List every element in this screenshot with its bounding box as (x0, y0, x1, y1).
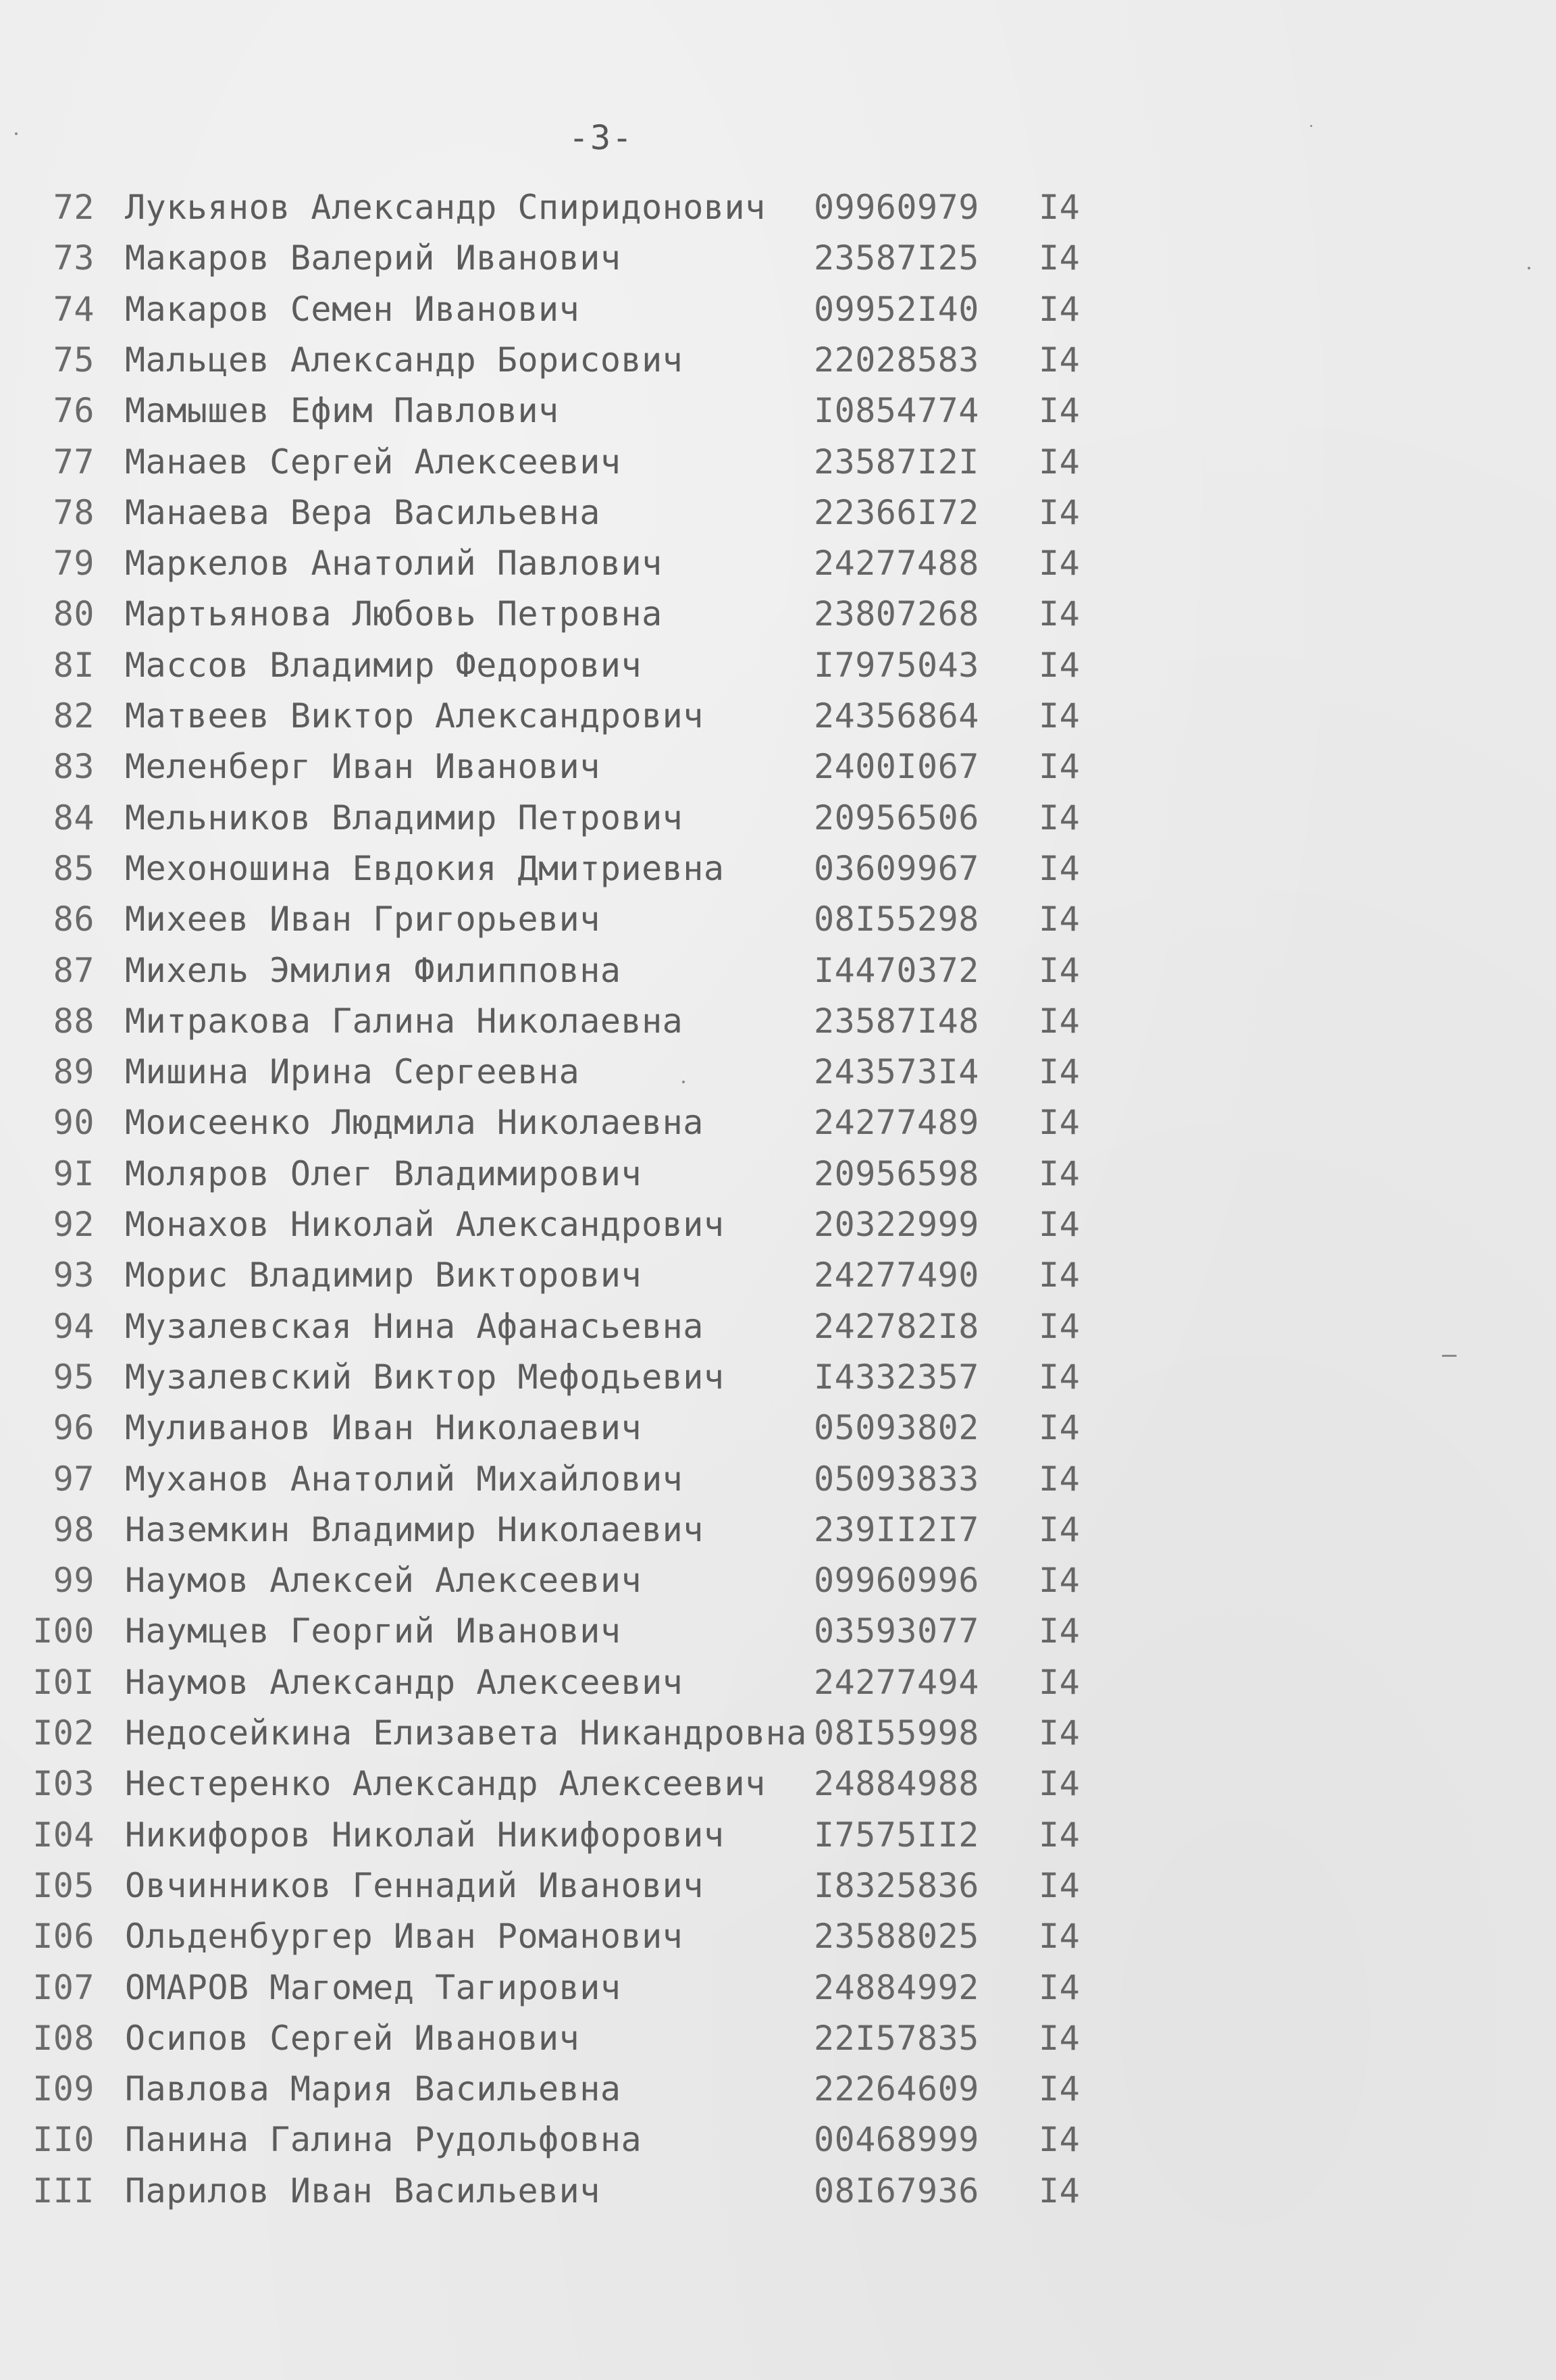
group-code: I4 (1039, 1917, 1081, 1957)
roster-row (0, 335, 1556, 386)
roster-row (0, 182, 1556, 233)
row-number: II0 (32, 2120, 95, 2160)
roster-row (0, 2013, 1556, 2064)
group-code: I4 (1039, 696, 1081, 735)
roster-row (0, 1301, 1556, 1352)
person-name: Михель Эмилия Филипповна (125, 950, 621, 990)
group-code: I4 (1039, 289, 1081, 329)
person-name: Морис Владимир Викторович (125, 1256, 642, 1295)
group-code: I4 (1039, 1154, 1081, 1193)
person-name: Наземкин Владимир Николаевич (125, 1509, 704, 1549)
group-code: I4 (1039, 1205, 1081, 1244)
row-number: 84 (53, 798, 95, 837)
row-number: 73 (53, 238, 95, 278)
group-code: I4 (1039, 1306, 1081, 1346)
roster-row (0, 589, 1556, 640)
roster-row (0, 996, 1556, 1047)
paper-speck (1442, 1355, 1457, 1357)
row-number: 98 (53, 1509, 95, 1549)
record-code: I7975043 (814, 645, 979, 685)
record-code: 00468999 (814, 2120, 979, 2160)
group-code: I4 (1039, 1967, 1081, 2007)
record-code: 24884992 (814, 1967, 979, 2007)
person-name: Муханов Анатолий Михайлович (125, 1459, 683, 1499)
roster-row (0, 1810, 1556, 1861)
group-code: I4 (1039, 1103, 1081, 1143)
row-number: 72 (53, 188, 95, 227)
group-code: I4 (1039, 798, 1081, 837)
roster-row (0, 894, 1556, 945)
record-code: 22I57835 (814, 2018, 979, 2058)
person-name: Монахов Николай Александрович (125, 1205, 725, 1244)
row-number: 99 (53, 1561, 95, 1601)
person-name: Наумцев Георгий Иванович (125, 1611, 621, 1651)
roster-row (0, 386, 1556, 436)
row-number: 94 (53, 1306, 95, 1346)
person-name: Павлова Мария Васильевна (125, 2069, 621, 2109)
person-name: Осипов Сергей Иванович (125, 2018, 580, 2058)
row-number: 74 (53, 289, 95, 329)
group-code: I4 (1039, 1713, 1081, 1753)
person-name: Ольденбургер Иван Романович (125, 1917, 683, 1957)
person-name: ОМАРОВ Магомед Тагирович (125, 1967, 621, 2007)
record-code: 2400I067 (814, 747, 979, 787)
record-code: 09960979 (814, 188, 979, 227)
person-name: Парилов Иван Васильевич (125, 2171, 600, 2210)
group-code: I4 (1039, 1509, 1081, 1549)
row-number: 9I (53, 1154, 95, 1193)
row-number: 85 (53, 848, 95, 888)
person-name: Михеев Иван Григорьевич (125, 900, 600, 939)
roster-row (0, 1759, 1556, 1809)
group-code: I4 (1039, 340, 1081, 380)
roster-row (0, 793, 1556, 844)
row-number: 92 (53, 1205, 95, 1244)
group-code: I4 (1039, 1611, 1081, 1651)
person-name: Наумов Алексей Алексеевич (125, 1561, 642, 1601)
record-code: 05093833 (814, 1459, 979, 1499)
group-code: I4 (1039, 1408, 1081, 1448)
record-code: 03609967 (814, 848, 979, 888)
record-code: 05093802 (814, 1408, 979, 1448)
group-code: I4 (1039, 238, 1081, 278)
person-name: Маркелов Анатолий Павлович (125, 544, 663, 584)
row-number: 86 (53, 900, 95, 939)
group-code: I4 (1039, 1764, 1081, 1804)
group-code: I4 (1039, 2069, 1081, 2109)
row-number: I08 (32, 2018, 95, 2058)
group-code: I4 (1039, 950, 1081, 990)
roster-row (0, 538, 1556, 589)
row-number: I06 (32, 1917, 95, 1957)
row-number: 95 (53, 1357, 95, 1397)
record-code: 23807268 (814, 594, 979, 634)
roster-row (0, 1505, 1556, 1555)
page-number: -3- (568, 118, 634, 157)
person-name: Мехоношина Евдокия Дмитриевна (125, 848, 725, 888)
group-code: I4 (1039, 747, 1081, 787)
group-code: I4 (1039, 900, 1081, 939)
roster-row (0, 1047, 1556, 1097)
person-name: Макаров Семен Иванович (125, 289, 580, 329)
record-code: I4332357 (814, 1357, 979, 1397)
record-code: 20322999 (814, 1205, 979, 1244)
roster-row (0, 1657, 1556, 1708)
record-code: 22028583 (814, 340, 979, 380)
row-number: 97 (53, 1459, 95, 1499)
row-number: 87 (53, 950, 95, 990)
record-code: 08I67936 (814, 2171, 979, 2210)
row-number: 82 (53, 696, 95, 735)
row-number: III (32, 2171, 95, 2210)
row-number: 83 (53, 747, 95, 787)
group-code: I4 (1039, 594, 1081, 634)
row-number: I09 (32, 2069, 95, 2109)
record-code: 243573I4 (814, 1052, 979, 1092)
record-code: I0854774 (814, 391, 979, 431)
row-number: I05 (32, 1865, 95, 1905)
person-name: Мишина Ирина Сергеевна (125, 1052, 580, 1092)
person-name: Лукьянов Александр Спиридонович (125, 188, 766, 227)
person-name: Моисеенко Людмила Николаевна (125, 1103, 704, 1143)
roster-row (0, 1149, 1556, 1199)
person-name: Моляров Олег Владимирович (125, 1154, 642, 1193)
roster-row (0, 691, 1556, 742)
row-number: I02 (32, 1713, 95, 1753)
record-code: 22366I72 (814, 492, 979, 532)
roster-row (0, 2064, 1556, 2115)
group-code: I4 (1039, 1052, 1081, 1092)
row-number: 89 (53, 1052, 95, 1092)
row-number: 79 (53, 544, 95, 584)
record-code: 24277489 (814, 1103, 979, 1143)
person-name: Массов Владимир Федорович (125, 645, 642, 685)
person-name: Меленберг Иван Иванович (125, 747, 600, 787)
paper-speck (1310, 125, 1312, 127)
roster-row (0, 488, 1556, 538)
person-name: Манаев Сергей Алексеевич (125, 442, 621, 482)
row-number: 80 (53, 594, 95, 634)
group-code: I4 (1039, 442, 1081, 482)
record-code: 09960996 (814, 1561, 979, 1601)
row-number: I00 (32, 1611, 95, 1651)
group-code: I4 (1039, 1815, 1081, 1855)
record-code: 09952I40 (814, 289, 979, 329)
roster-row (0, 1250, 1556, 1301)
record-code: 23587I2I (814, 442, 979, 482)
record-code: 22264609 (814, 2069, 979, 2109)
person-name: Овчинников Геннадий Иванович (125, 1865, 704, 1905)
roster-row (0, 1403, 1556, 1453)
group-code: I4 (1039, 1357, 1081, 1397)
row-number: 8I (53, 645, 95, 685)
paper-speck (682, 1081, 685, 1083)
person-name: Мартьянова Любовь Петровна (125, 594, 663, 634)
row-number: I04 (32, 1815, 95, 1855)
record-code: 20956598 (814, 1154, 979, 1193)
person-name: Матвеев Виктор Александрович (125, 696, 704, 735)
paper-speck (15, 132, 18, 135)
roster-row (0, 1097, 1556, 1148)
record-code: 23588025 (814, 1917, 979, 1957)
person-name: Нестеренко Александр Алексеевич (125, 1764, 766, 1804)
record-code: I8325836 (814, 1865, 979, 1905)
group-code: I4 (1039, 492, 1081, 532)
roster-row (0, 1861, 1556, 1911)
person-name: Манаева Вера Васильевна (125, 492, 600, 532)
person-name: Никифоров Николай Никифорович (125, 1815, 725, 1855)
record-code: I4470372 (814, 950, 979, 990)
roster-row (0, 1352, 1556, 1403)
row-number: 76 (53, 391, 95, 431)
group-code: I4 (1039, 2120, 1081, 2160)
record-code: 239II2I7 (814, 1509, 979, 1549)
person-name: Наумов Александр Алексеевич (125, 1662, 683, 1702)
roster-row (0, 2115, 1556, 2165)
roster-row (0, 1708, 1556, 1759)
row-number: 96 (53, 1408, 95, 1448)
person-name: Мамышев Ефим Павлович (125, 391, 559, 431)
person-name: Недосейкина Елизавета Никандровна (125, 1713, 807, 1753)
roster-row (0, 844, 1556, 894)
person-name: Муливанов Иван Николаевич (125, 1408, 642, 1448)
roster-row (0, 946, 1556, 996)
group-code: I4 (1039, 645, 1081, 685)
roster-row (0, 284, 1556, 335)
record-code: 24277488 (814, 544, 979, 584)
group-code: I4 (1039, 1001, 1081, 1041)
record-code: 03593077 (814, 1611, 979, 1651)
record-code: 20956506 (814, 798, 979, 837)
roster-row (0, 1454, 1556, 1505)
person-name: Музалевская Нина Афанасьевна (125, 1306, 704, 1346)
group-code: I4 (1039, 544, 1081, 584)
group-code: I4 (1039, 1865, 1081, 1905)
record-code: 24277494 (814, 1662, 979, 1702)
row-number: 78 (53, 492, 95, 532)
row-number: 88 (53, 1001, 95, 1041)
group-code: I4 (1039, 1561, 1081, 1601)
roster-row (0, 742, 1556, 792)
roster-row (0, 1963, 1556, 2013)
row-number: I03 (32, 1764, 95, 1804)
person-name: Мельников Владимир Петрович (125, 798, 683, 837)
record-code: I7575II2 (814, 1815, 979, 1855)
row-number: 75 (53, 340, 95, 380)
group-code: I4 (1039, 391, 1081, 431)
record-code: 23587I48 (814, 1001, 979, 1041)
roster-row (0, 640, 1556, 691)
roster-row (0, 437, 1556, 488)
group-code: I4 (1039, 2171, 1081, 2210)
record-code: 24356864 (814, 696, 979, 735)
roster-row (0, 1199, 1556, 1250)
record-code: 08I55298 (814, 900, 979, 939)
group-code: I4 (1039, 188, 1081, 227)
person-name: Панина Галина Рудольфовна (125, 2120, 642, 2160)
roster-row (0, 1555, 1556, 1606)
roster-row (0, 2166, 1556, 2217)
group-code: I4 (1039, 1662, 1081, 1702)
paper-speck (1528, 267, 1530, 269)
group-code: I4 (1039, 1256, 1081, 1295)
row-number: 90 (53, 1103, 95, 1143)
person-name: Митракова Галина Николаевна (125, 1001, 683, 1041)
person-name: Мальцев Александр Борисович (125, 340, 683, 380)
record-code: 08I55998 (814, 1713, 979, 1753)
person-name: Музалевский Виктор Мефодьевич (125, 1357, 725, 1397)
person-name: Макаров Валерий Иванович (125, 238, 621, 278)
record-code: 23587I25 (814, 238, 979, 278)
roster-row (0, 233, 1556, 284)
group-code: I4 (1039, 848, 1081, 888)
row-number: I07 (32, 1967, 95, 2007)
record-code: 24277490 (814, 1256, 979, 1295)
group-code: I4 (1039, 2018, 1081, 2058)
row-number: 77 (53, 442, 95, 482)
row-number: 93 (53, 1256, 95, 1295)
roster-row (0, 1606, 1556, 1657)
group-code: I4 (1039, 1459, 1081, 1499)
record-code: 242782I8 (814, 1306, 979, 1346)
row-number: I0I (32, 1662, 95, 1702)
roster-row (0, 1911, 1556, 1962)
record-code: 24884988 (814, 1764, 979, 1804)
